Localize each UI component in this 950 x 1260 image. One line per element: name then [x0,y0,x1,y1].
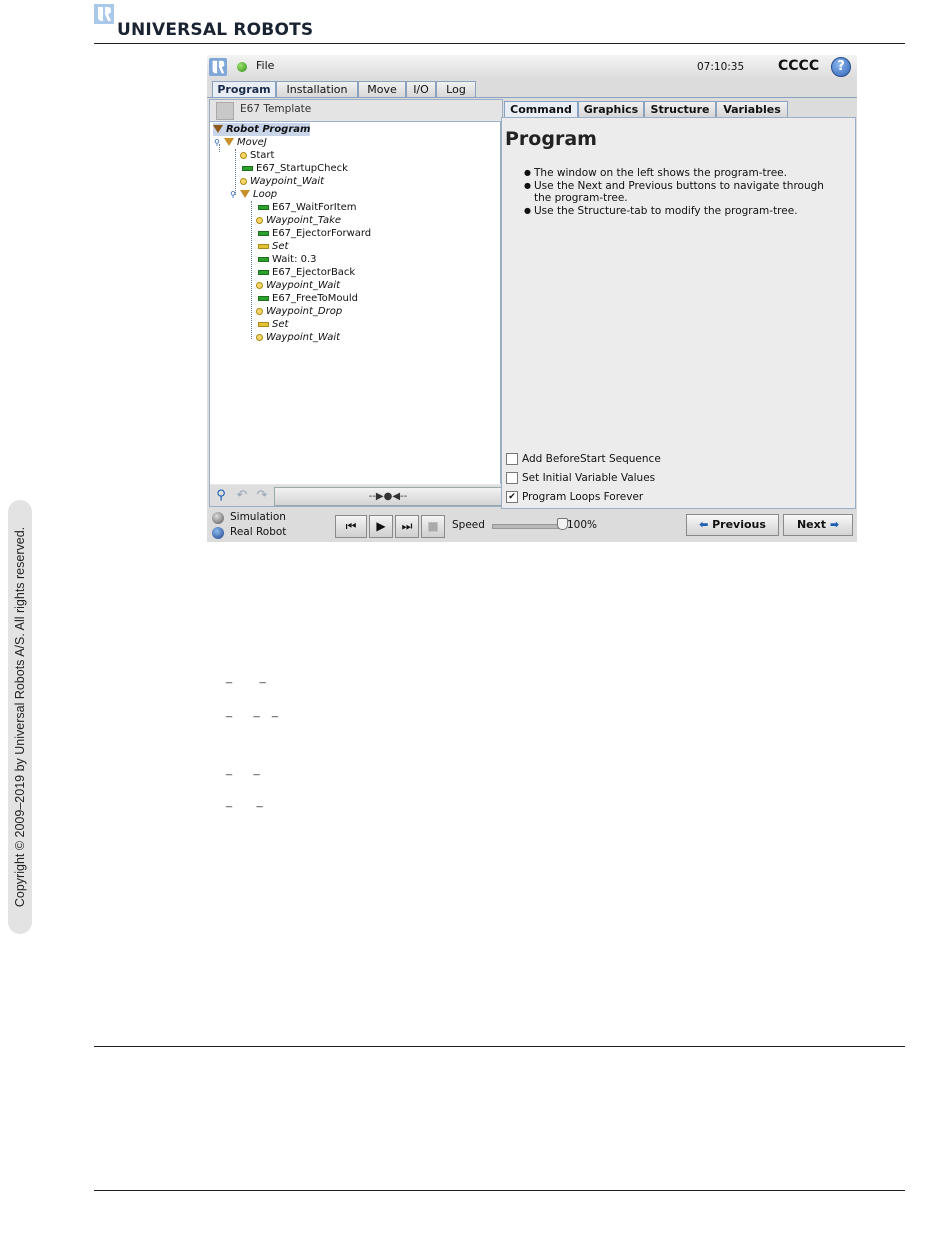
underscore-mark: _ _ [226,672,266,684]
tree-item[interactable]: ⚲ Loop [230,189,278,200]
tab-log[interactable]: Log [436,81,476,98]
clock: 07:10:35 [697,61,745,73]
next-button[interactable]: Next ➡ [783,514,853,536]
tab-variables[interactable]: Variables [716,101,788,117]
underscore-mark: _ _ [226,796,263,808]
previous-button[interactable]: ⬅ Previous [686,514,779,536]
wait-icon [258,257,269,262]
ur-logo-icon [94,4,114,24]
tree-toolbar [210,485,502,506]
speed-slider[interactable] [492,524,564,529]
tree-item[interactable]: Waypoint_Drop [254,305,342,318]
collapse-icon: ⚲ [230,190,236,199]
checkbox[interactable] [506,453,518,465]
file-menu[interactable]: File [256,59,275,72]
real-robot-radio[interactable] [212,527,224,539]
copyright-tab [8,500,32,934]
rewind-icon[interactable]: ⏮ [335,515,367,538]
tree-item[interactable]: E67_FreeToMould [258,292,358,305]
help-bullet: ● Use the Structure-tab to modify the program-tree. [534,205,834,217]
speed-label: Speed [452,519,485,531]
footer-rule [94,1046,905,1047]
tree-item[interactable]: E67_EjectorBack [258,266,355,279]
template-label: E67 Template [240,103,312,115]
copyright-text: Copyright © 2009–2019 by Universal Robots A/S. All rights reserved. [13,526,27,908]
step-icon[interactable]: ⏭ [395,515,419,538]
tab-graphics[interactable]: Graphics [578,101,644,117]
tree-item[interactable]: E67_EjectorForward [258,227,371,240]
tree-item[interactable]: Waypoint_Wait [254,279,340,292]
tree-item[interactable]: Wait: 0.3 [258,253,317,266]
footer-rule [94,1190,905,1191]
brand-name: UNIVERSAL ROBOTS [117,20,314,40]
tab-program[interactable]: Program [212,81,276,98]
tree-item[interactable]: Start [238,149,274,162]
robot-name: CCCC [778,58,820,74]
loop-icon [240,190,250,198]
tree-item[interactable]: Set [258,240,288,253]
template-icon [216,102,234,120]
status-icon [237,62,247,72]
tree-item[interactable]: E67_WaitForItem [258,201,357,214]
tree-item[interactable]: Waypoint_Wait [254,331,340,344]
waypoint-icon [240,178,247,185]
arrow-left-icon: ⬅ [699,518,713,531]
ur-menu-icon[interactable] [209,58,227,76]
waypoint-icon [256,217,263,224]
program-icon [213,125,223,133]
stop-icon[interactable]: ■ [421,515,445,538]
tab-structure[interactable]: Structure [644,101,716,117]
set-icon [258,244,269,249]
command-title: Program [505,128,597,150]
tree-item[interactable]: Robot Program [213,123,310,136]
bottom-bar [207,509,857,542]
tree-item[interactable]: ⚲ MoveJ [214,137,267,148]
tab-move[interactable]: Move [358,81,406,98]
option-beforestart[interactable]: Add BeforeStart Sequence [506,453,661,465]
arrow-right-icon: ➡ [825,518,840,531]
set-icon [258,322,269,327]
template-bar [210,100,502,120]
real-robot-label[interactable]: Real Robot [230,526,287,538]
undo-icon[interactable]: ↶ [236,488,248,503]
top-bar [207,55,857,79]
simulation-radio[interactable] [212,512,224,524]
polyscope-window [207,55,857,542]
speed-value: 100% [567,519,598,531]
header-rule [94,43,905,44]
tab-io[interactable]: I/O [406,81,436,98]
waypoint-icon [256,282,263,289]
subprogram-icon [258,205,269,210]
program-tree[interactable] [210,121,501,484]
checkbox-checked[interactable]: ✔ [506,491,518,503]
program-tree-pane [209,99,503,507]
tree-item[interactable]: Set [258,318,288,331]
tab-installation[interactable]: Installation [276,81,358,98]
help-bullet: ● Use the Next and Previous buttons to navigate through the program-tree. [534,180,834,204]
redo-icon[interactable]: ↷ [256,488,268,503]
tree-item[interactable]: E67_StartupCheck [242,162,348,175]
underscore-mark: _ _ [226,764,260,776]
waypoint-icon [256,308,263,315]
option-initial-variables[interactable]: Set Initial Variable Values [506,472,655,484]
tree-connector [251,201,252,339]
help-icon[interactable]: ? [831,57,851,77]
search-icon[interactable]: ⚲ [216,488,226,503]
simulation-label[interactable]: Simulation [230,511,286,523]
tab-command[interactable]: Command [504,101,578,117]
move-icon [224,138,234,146]
move-node-control[interactable]: --▶●◀-- [274,487,502,506]
tree-item[interactable]: Waypoint_Take [254,214,341,227]
subprogram-icon [258,270,269,275]
subprogram-icon [242,166,253,171]
subprogram-icon [258,231,269,236]
subprogram-icon [258,296,269,301]
command-pane [501,117,856,509]
collapse-icon: ⚲ [214,138,220,147]
waypoint-icon [240,152,247,159]
help-bullet: ● The window on the left shows the program-tree. [534,167,834,179]
underscore-mark: _ _ _ [226,706,278,718]
tree-item[interactable]: Waypoint_Wait [238,175,324,188]
waypoint-icon [256,334,263,341]
checkbox[interactable] [506,472,518,484]
play-icon[interactable]: ▶ [369,515,393,538]
option-loops-forever[interactable]: ✔ Program Loops Forever [506,491,643,503]
tab-divider [207,97,857,98]
